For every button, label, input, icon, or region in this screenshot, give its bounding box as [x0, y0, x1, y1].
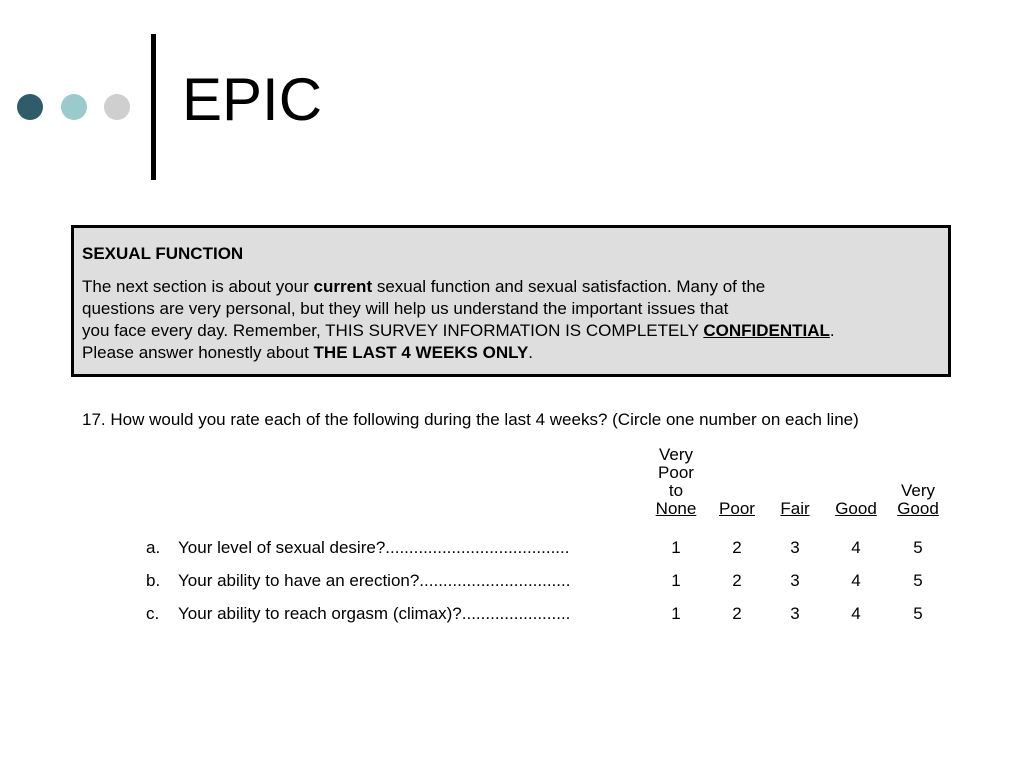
item-question: Your ability to reach orgasm (climax)?....................... — [178, 604, 571, 623]
column-header-line: to — [668, 481, 684, 500]
column-header-label: Good — [835, 499, 877, 518]
body-text: The next section is about your — [82, 277, 314, 296]
dark-teal-dot — [17, 94, 43, 120]
body-text: Please answer honestly about — [82, 343, 314, 362]
emphasis-last-4-weeks: THE LAST 4 WEEKS ONLY — [313, 343, 529, 362]
column-header-line: Very — [900, 481, 936, 500]
column-header-label: Poor — [719, 499, 755, 518]
title-divider — [151, 34, 156, 180]
slide-title: EPIC — [182, 66, 323, 133]
section-box — [71, 225, 951, 377]
item-letter: c. — [146, 604, 160, 623]
rating-option[interactable]: 5 — [913, 604, 923, 623]
section-heading: SEXUAL FUNCTION — [82, 244, 244, 263]
rating-option[interactable]: 1 — [671, 571, 681, 590]
column-header-label: None — [655, 499, 697, 518]
rating-option[interactable]: 3 — [790, 538, 800, 557]
rating-option[interactable]: 4 — [851, 571, 861, 590]
rating-option[interactable]: 4 — [851, 604, 861, 623]
column-header — [641, 446, 711, 518]
column-header — [821, 500, 891, 518]
section-line-2: questions are very personal, but they will help us understand the important issues that — [82, 299, 729, 318]
light-teal-dot — [61, 94, 87, 120]
gray-dot — [104, 94, 130, 120]
rating-option[interactable]: 2 — [732, 538, 742, 557]
column-header-label: Good — [897, 499, 939, 518]
rating-option[interactable]: 2 — [732, 571, 742, 590]
column-header-label: Fair — [780, 499, 810, 518]
item-question: Your ability to have an erection?................................ — [178, 571, 571, 590]
rating-option[interactable]: 4 — [851, 538, 861, 557]
body-text: sexual function and sexual satisfaction. Many of the — [372, 277, 766, 296]
item-question: Your level of sexual desire?....................................... — [178, 538, 570, 557]
column-header — [883, 482, 953, 518]
body-text: . — [528, 343, 534, 362]
section-body — [82, 276, 942, 364]
rating-option[interactable]: 1 — [671, 604, 681, 623]
column-header — [760, 500, 830, 518]
section-line-4 — [82, 342, 942, 364]
rating-option[interactable]: 3 — [790, 604, 800, 623]
body-text: . — [829, 321, 835, 340]
rating-option[interactable]: 2 — [732, 604, 742, 623]
emphasis-current: current — [313, 277, 373, 296]
column-header-line: Poor — [658, 463, 694, 482]
column-header-line: Very — [658, 445, 694, 464]
rating-option[interactable]: 5 — [913, 538, 923, 557]
question-17: 17. How would you rate each of the following during the last 4 weeks? (Circle one number on each line) — [82, 410, 859, 429]
rating-option[interactable]: 1 — [671, 538, 681, 557]
item-letter: b. — [146, 571, 161, 590]
emphasis-confidential: CONFIDENTIAL — [703, 321, 830, 340]
section-line-3 — [82, 320, 942, 342]
item-letter: a. — [146, 538, 161, 557]
section-line-1 — [82, 276, 942, 298]
rating-option[interactable]: 5 — [913, 571, 923, 590]
body-text: you face every day. Remember, THIS SURVEY INFORMATION IS COMPLETELY — [82, 321, 704, 340]
rating-option[interactable]: 3 — [790, 571, 800, 590]
